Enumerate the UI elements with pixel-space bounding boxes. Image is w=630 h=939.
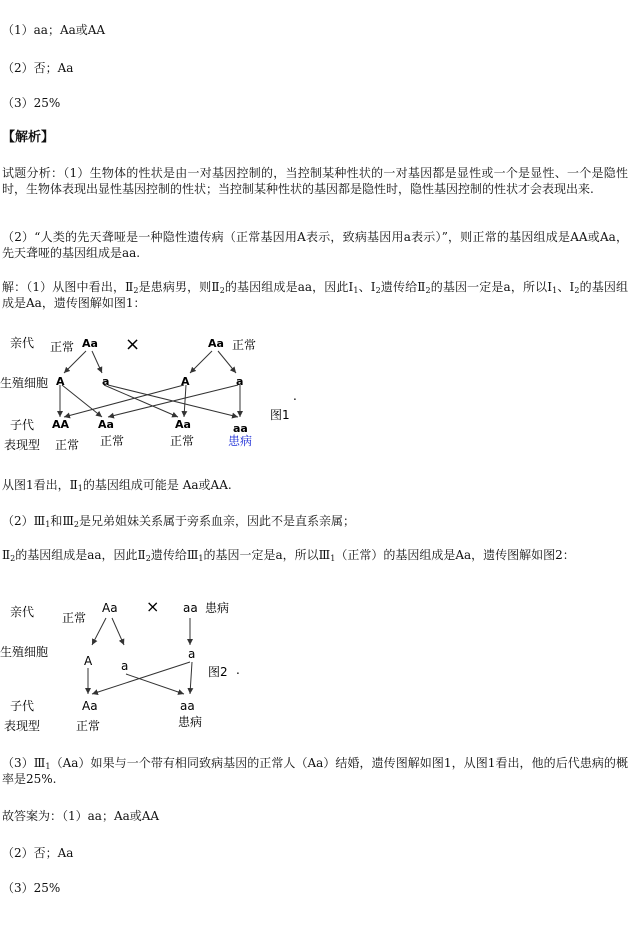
fig1-caption: 图1 <box>270 408 290 422</box>
fig2-row-offspring: 子代 <box>10 699 35 713</box>
genetic-diagram-figure-2 <box>0 590 300 740</box>
fig1-offspring-3: Aa <box>175 418 191 431</box>
analysis-paragraph-1: 试题分析：（1）生物体的性状是由一对基因控制的，当控制某种性状的一对基因都是显性或一个是显性、一个是隐性时，生物体表现出显性基因控制的性状；当控制某种性状的基因都是隐性时，隐性基因控制的性状才会表现出来. <box>2 166 628 196</box>
fig2-cross-symbol: × <box>146 597 160 616</box>
fig1-gamete-3: A <box>181 375 190 388</box>
fig1-gamete-4: a <box>236 375 244 388</box>
fig1-phenotype-1: 正常 <box>55 438 80 452</box>
answer-2: （2）否；Aa <box>2 61 74 75</box>
answer-1: （1）aa；Aa或AA <box>2 23 106 37</box>
fig1-dot: . <box>293 389 297 403</box>
fig1-offspring-1: AA <box>52 418 70 431</box>
fig1-row-gametes: 生殖细胞 <box>0 376 49 390</box>
fig1-row-phenotype: 表现型 <box>4 438 41 452</box>
answer-3: （3）25% <box>2 96 61 110</box>
fig1-phenotype-2: 正常 <box>100 434 125 448</box>
fig1-row-offspring: 子代 <box>10 418 35 432</box>
fig1-offspring-4: aa <box>233 422 248 435</box>
analysis-paragraph-2: （2）“人类的先天聋哑是一种隐性遗传病（正常基因用A表示，致病基因用a表示）”，则正常的基因组成是AA或Aa，先天聋哑的基因组成是aa. <box>2 230 628 260</box>
fig2-parent-right-genotype: aa <box>183 601 198 615</box>
fig1-parent-right-genotype: Aa <box>208 337 224 350</box>
fig1-phenotype-4: 患病 <box>228 434 253 448</box>
fig1-parent-right-label: 正常 <box>232 338 257 352</box>
fig2-row-parents: 亲代 <box>10 605 35 619</box>
fig2-phenotype-1: 正常 <box>76 719 101 733</box>
final-answer-intro: 故答案为：（1）aa；Aa或AA <box>2 809 160 823</box>
fig2-offspring-2: aa <box>180 699 195 713</box>
fig2-parent-right-label: 患病 <box>205 601 230 615</box>
analysis-heading: 【解析】 <box>2 130 55 145</box>
answer-3-explanation: $(3)Ⅲ_1(Aa)$如果与一个带有相同致病基因的正常人（Aa）结婚，遗传图解如图1，从图1看出，他的后代患病的概率是25%. <box>2 756 628 786</box>
fig2-gamete-1: A <box>84 654 93 668</box>
fig1-parent-left-genotype: Aa <box>82 337 98 350</box>
fig2-gamete-2: a <box>121 659 129 673</box>
fig1-parent-left-label: 正常 <box>50 340 75 354</box>
final-answer-2: （2）否；Aa <box>2 846 74 860</box>
fig1-offspring-2: Aa <box>98 418 114 431</box>
fig2-offspring-1: Aa <box>82 699 98 713</box>
fig2-row-phenotype: 表现型 <box>4 719 41 733</box>
fig2-parent-left-genotype: Aa <box>102 601 118 615</box>
genetic-diagram-figure-1 <box>0 325 310 460</box>
fig1-row-parents: 亲代 <box>10 336 35 350</box>
fig2-caption: 图2 <box>208 665 228 679</box>
fig2-gamete-3: a <box>188 647 196 661</box>
fig1-result-line: 从图1看出，$Ⅱ_1$的基因组成可能是 Aa或AA. <box>2 478 232 493</box>
fig1-cross-symbol: × <box>125 334 141 355</box>
final-answer-3: （3）25% <box>2 881 61 895</box>
fig2-phenotype-2: 患病 <box>178 715 203 729</box>
answer-2-explanation-b: $Ⅱ_2$的基因组成是aa，因此$Ⅱ_2$遗传给$Ⅲ_1$的基因一定是a，所以$Ⅲ_1$（正常）的基因组成是Aa，遗传图解如图2： <box>2 548 575 563</box>
fig2-row-gametes: 生殖细胞 <box>0 645 49 659</box>
analysis-paragraph-3: 解：（1）从图中看出，$Ⅱ_2$是患病男，则$Ⅱ_2$的基因组成是aa，因此$Ⅰ_1$、$Ⅰ_2$遗传给$Ⅱ_2$的基因一定是a，所以$Ⅰ_1$、$Ⅰ_2$的基因组成是Aa，遗传图解如图1： <box>2 280 628 310</box>
fig2-dot: . <box>236 663 240 677</box>
fig1-phenotype-3: 正常 <box>170 434 195 448</box>
fig1-gamete-1: A <box>56 375 65 388</box>
fig1-gamete-2: a <box>102 375 110 388</box>
answer-2-explanation-a: $(2)Ⅲ_1$和$Ⅲ_2$是兄弟姐妹关系属于旁系血亲，因此不是直系亲属； <box>2 514 355 529</box>
fig2-parent-left-label: 正常 <box>62 611 87 625</box>
